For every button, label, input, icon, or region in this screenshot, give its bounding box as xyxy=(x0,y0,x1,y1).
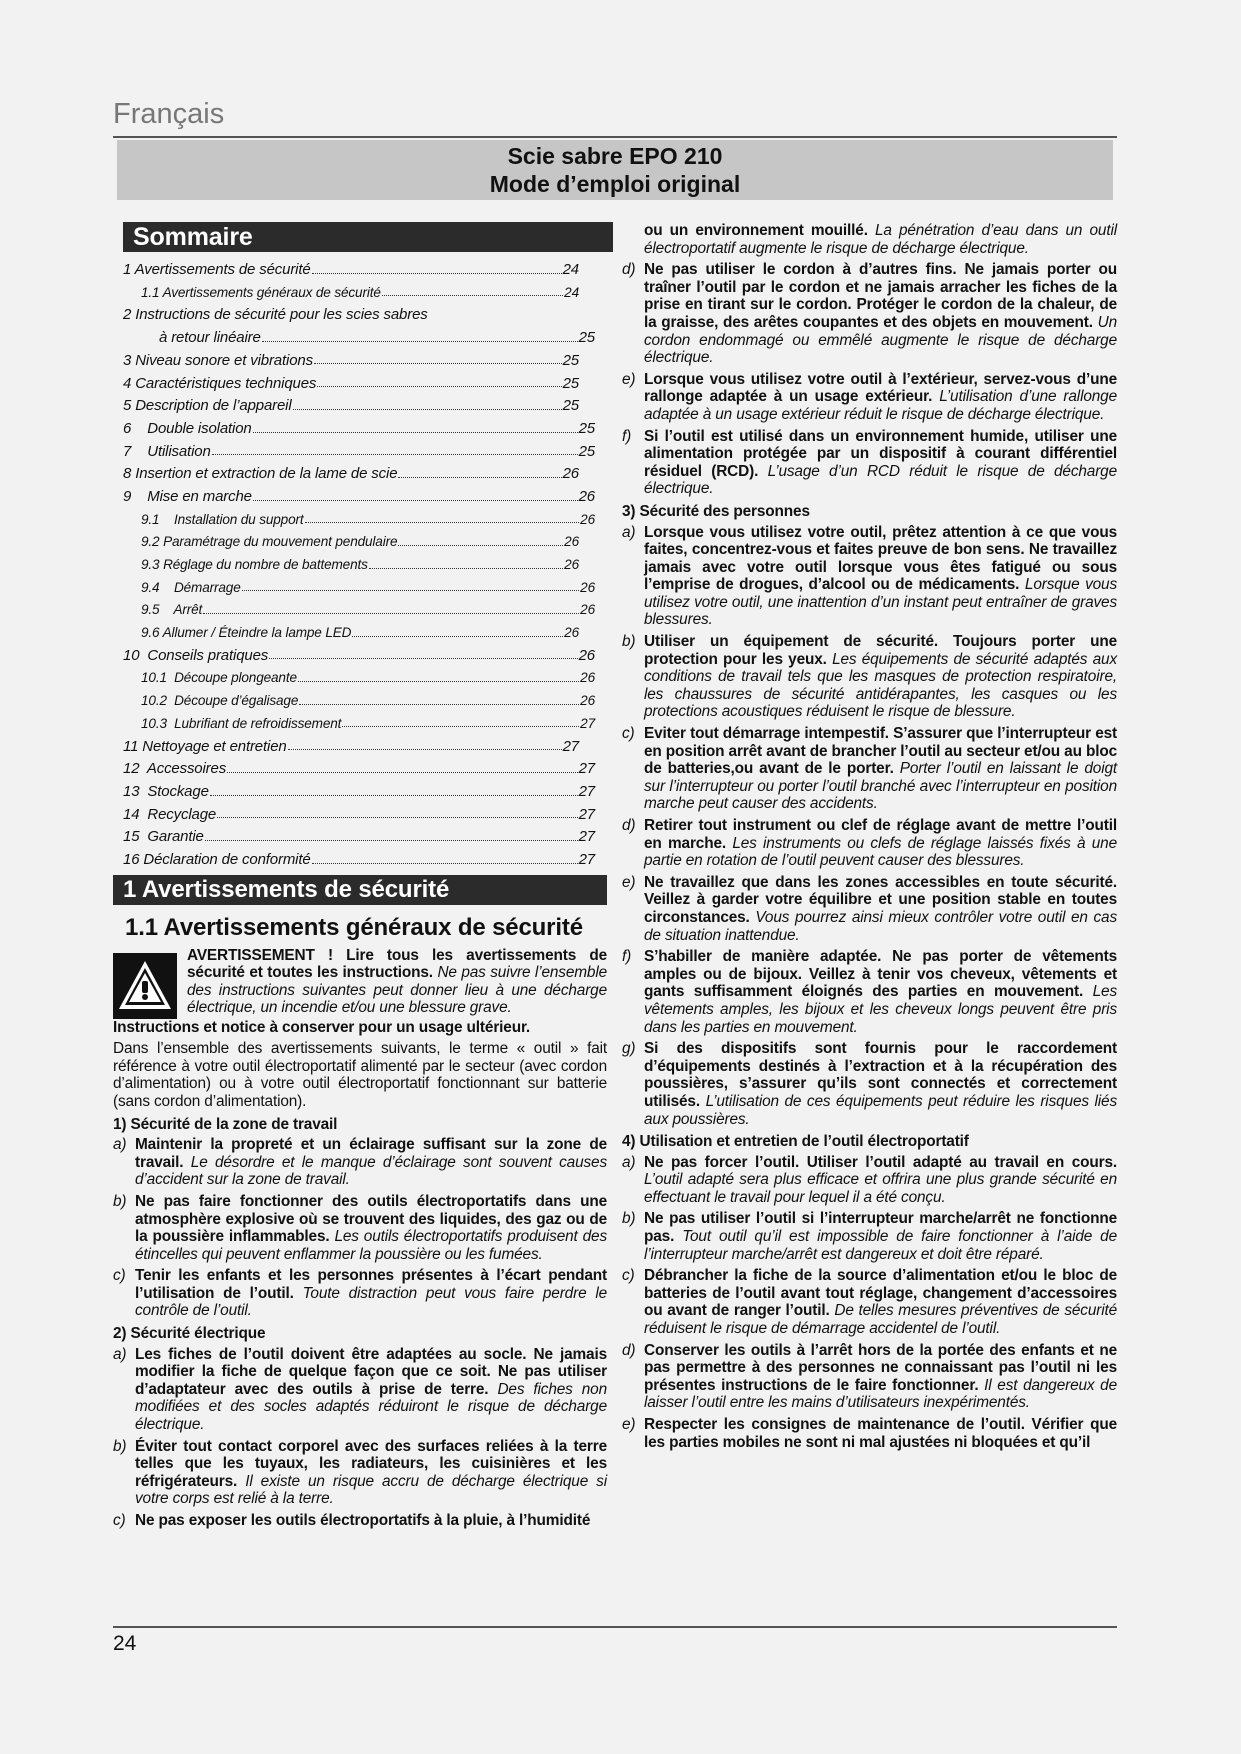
toc-entry[interactable]: 9.5 Arrêt 26 xyxy=(141,602,595,618)
list-item: g) Si des dispositifs sont fournis pour le raccordement d’équipements destinés à l’extraction et à la récupération des poussières, s’assurer qu’ils sont connectés et correctement utilisés. L’utilisation de ces équipements peut réduire les risques liés aux poussières. xyxy=(622,1040,1117,1128)
warning-icon xyxy=(113,953,177,1019)
s4-title: 4) Utilisation et entretien de l’outil électroportatif xyxy=(622,1133,969,1151)
left-column xyxy=(113,222,607,1534)
list-item-continued: ou un environnement mouillé. La pénétration d’eau dans un outil électroportatif augmente le risque de décharge électrique. xyxy=(644,222,1117,257)
warning-bold: AVERTISSEMENT ! Lire tous les avertissements de sécurité et toutes les instructions. xyxy=(187,946,607,982)
intro-paragraph: Dans l’ensemble des avertissements suivants, le terme « outil » fait référence à votre outil électroportatif alimenté par le secteur (avec cordon d’alimentation) ou à votre outil électroportatif fonctionnant sur batterie (sans cordon d’alimentation). xyxy=(113,1040,607,1110)
s3-title: 3) Sécurité des personnes xyxy=(622,502,810,520)
list-item: c) Débrancher la fiche de la source d’alimentation et/ou le bloc de batteries de l’outil avant tout réglage, changement d’accessoires ou avant de ranger l’outil. De telles mesures préventives de sécurité réduisent le risque de démarrage accidentel de l’outil. xyxy=(622,1267,1118,1338)
list-item: b) Ne pas faire fonctionner des outils électroportatifs dans une atmosphère explosive où se trouvent des liquides, des gaz ou de la poussière inflammables. Les outils électroportatifs produisent des étincelles qui peuvent enflammer la poussière ou les fumées. xyxy=(113,1192,607,1263)
toc-entry[interactable]: 14 Recyclage 27 xyxy=(123,805,595,823)
toc-entry[interactable]: 13 Stockage 27 xyxy=(123,782,595,800)
toc-entry[interactable]: 7 Utilisation 25 xyxy=(123,442,595,460)
toc-entry[interactable]: à retour linéaire 25 xyxy=(159,329,595,347)
toc-entry[interactable]: 6 Double isolation 25 xyxy=(123,419,595,437)
toc-entry[interactable]: 1.1 Avertissements généraux de sécurité 24 xyxy=(141,284,579,300)
list-item: d) Ne pas utiliser le cordon à d’autres fins. Ne jamais porter ou traîner l’outil par le cordon et ne jamais arracher les fiches de la prise en tirant sur le cordon. Protéger le cordon de la chaleur, de la graisse, des arêtes coupantes et des objets en mouvement. Un cordon endommagé ou emmêlé augmente le risque de décharge électrique. xyxy=(622,261,1117,367)
table-of-contents xyxy=(113,256,607,869)
warning-block xyxy=(113,945,607,1019)
right-column xyxy=(622,222,1117,1455)
toc-entry[interactable]: 8 Insertion et extraction de la lame de scie 26 xyxy=(123,465,579,483)
title-line-1: Scie sabre EPO 210 xyxy=(507,143,723,169)
list-item: d) Retirer tout instrument ou clef de réglage avant de mettre l’outil en marche. Les instruments ou clefs de réglage laissés fixés à une partie en rotation de l’outil peuvent causer des blessures. xyxy=(622,817,1117,870)
list-item: b) Ne pas utiliser l’outil si l’interrupteur marche/arrêt ne fonctionne pas. Tout outil qu’il est impossible de faire fonctionner à l’aide de l’interrupteur marche/arrêt est dangereux et doit être réparé. xyxy=(622,1210,1117,1263)
list-item: e) Lorsque vous utilisez votre outil à l’extérieur, servez-vous d’une rallonge adaptée à un usage extérieur. L’utilisation d’une rallonge adaptée à un usage extérieur réduit le risque de décharge électrique. xyxy=(622,370,1117,423)
list-item: b) Éviter tout contact corporel avec des surfaces reliées à la terre telles que les tuyaux, les radiateurs, les cuisinières et les réfrigérateurs. Il existe un risque accru de décharge électrique si votre corps est relié à la terre. xyxy=(113,1437,607,1508)
list-item: a) Les fiches de l’outil doivent être adaptées au socle. Ne jamais modifier la fiche de quelque façon que ce soit. Ne pas utiliser d’adaptateur avec des outils à prise de terre. Des fiches non modifiées et des socles adaptés réduiront le risque de décharge électrique. xyxy=(113,1345,607,1434)
footer-rule xyxy=(113,1626,1117,1628)
list-item: c) Eviter tout démarrage intempestif. S’assurer que l’interrupteur est en position arrêt avant de brancher l’outil au secteur et/ou au bloc de batteries,ou avant de le porter. Porter l’outil en laissant le doigt sur l’interrupteur ou porter l’outil branché avec l’interrupteur en position marche peut causer des accidents. xyxy=(622,725,1118,813)
toc-entry[interactable]: 10 Conseils pratiques 26 xyxy=(123,646,595,664)
list-item: f) S’habiller de manière adaptée. Ne pas porter de vêtements amples ou de bijoux. Veillez à tenir vos cheveux, vêtements et gants suffisamment éloignés des parties en mouvement. Les vêtements amples, les bijoux et les cheveux longs peuvent être pris dans les parties en mouvement. xyxy=(622,948,1117,1036)
toc-entry[interactable]: 9.2 Paramétrage du mouvement pendulaire 26 xyxy=(141,534,579,550)
list-item: a) Lorsque vous utilisez votre outil, prêtez attention à ce que vous faites, concentrez-vous et faites preuve de bon sens. Ne travaillez jamais avec votre outil lorsque vous êtes fatigué ou sous l’emprise de drogues, d’alcool ou de médicaments. Lorsque vous utilisez votre outil, une inattention d’un instant peut entraîner de graves blessures. xyxy=(622,523,1117,629)
list-item: a) Ne pas forcer l’outil. Utiliser l’outil adapté au travail en cours. L’outil adapté sera plus efficace et offrira une plus grande sécurité en effectuant le travail pour lequel il a été conçu. xyxy=(622,1153,1117,1206)
toc-entry[interactable]: 2 Instructions de sécurité pour les scies sabres xyxy=(123,306,428,324)
toc-entry[interactable]: 3 Niveau sonore et vibrations 25 xyxy=(123,351,579,369)
toc-entry[interactable]: 9.3 Réglage du nombre de battements 26 xyxy=(141,557,579,573)
toc-entry[interactable]: 15 Garantie 27 xyxy=(123,828,595,846)
s2-title: 2) Sécurité électrique xyxy=(113,1325,266,1343)
toc-entry[interactable]: 10.2 Découpe d’égalisage 26 xyxy=(141,693,595,709)
list-item: e) Ne travaillez que dans les zones accessibles en toute sécurité. Veillez à garder votre équilibre et une position stable en toutes circonstances. Vous pourrez ainsi mieux contrôler votre outil en cas de situation inattendue. xyxy=(622,873,1117,944)
list-item: a) Maintenir la propreté et un éclairage suffisant sur la zone de travail. Le désordre et le manque d’éclairage sont souvent causes d’accident sur la zone de travail. xyxy=(113,1136,607,1189)
title-line-2: Mode d’emploi original xyxy=(489,171,741,197)
subsection-heading: 1.1 Avertissements généraux de sécurité xyxy=(125,913,583,941)
header-rule xyxy=(113,136,1117,138)
toc-entry[interactable]: 11 Nettoyage et entretien 27 xyxy=(123,737,579,755)
s1-title: 1) Sécurité de la zone de travail xyxy=(113,1115,338,1133)
toc-entry[interactable]: 9.4 Démarrage 26 xyxy=(141,579,595,595)
list-item: b) Utiliser un équipement de sécurité. Toujours porter une protection pour les yeux. Les équipements de sécurité adaptés aux conditions de travail tels que les masques de protection respiratoire, les chaussures de sécurité antidérapantes, les casques ou les protections acoustiques réduisent le risque de blessure. xyxy=(622,633,1117,721)
keep-notice: Instructions et notice à conserver pour un usage ultérieur. xyxy=(113,1018,531,1036)
toc-entry[interactable]: 5 Description de l’appareil 25 xyxy=(123,397,579,415)
warning-italic: Ne pas suivre l’ensemble des instructions suivantes peut donner lieu à une décharge électrique, un incendie et/ou une blessure grave. xyxy=(187,964,607,1017)
toc-entry[interactable]: 16 Déclaration de conformité 27 xyxy=(123,850,595,868)
toc-title: Sommaire xyxy=(123,222,613,252)
toc-entry[interactable]: 9 Mise en marche 26 xyxy=(123,487,595,505)
toc-entry[interactable]: 9.6 Allumer / Éteindre la lampe LED 26 xyxy=(141,625,579,641)
list-item: e) Respecter les consignes de maintenance de l’outil. Vérifier que les parties mobiles ne sont ni mal ajustées ni bloquées et qu’il xyxy=(622,1416,1117,1451)
toc-entry[interactable]: 4 Caractéristiques techniques 25 xyxy=(123,374,579,392)
list-item: c) Ne pas exposer les outils électroportatifs à la pluie, à l’humidité xyxy=(113,1512,591,1529)
section-heading: 1 Avertissements de sécurité xyxy=(113,875,607,905)
list-item: c) Tenir les enfants et les personnes présentes à l’écart pendant l’utilisation de l’outil. Toute distraction peut vous faire perdre le contrôle de l’outil. xyxy=(113,1267,607,1320)
toc-entry[interactable]: 10.3 Lubrifiant de refroidissement 27 xyxy=(141,715,595,731)
title-bar xyxy=(117,140,1113,200)
list-item: f) Si l’outil est utilisé dans un environnement humide, utiliser une alimentation protégée par un dispositif à courant différentiel résiduel (RCD). L’usage d’un RCD réduit le risque de décharge électrique. xyxy=(622,427,1118,498)
list-item: d) Conserver les outils à l’arrêt hors de la portée des enfants et ne pas permettre à des personnes ne connaissant pas l’outil ni les présentes instructions de le faire fonctionner. Il est dangereux de laisser l’outil entre les mains d’utilisateurs inexpérimentés. xyxy=(622,1341,1118,1412)
toc-entry[interactable]: 9.1 Installation du support 26 xyxy=(141,511,595,527)
language-label: Français xyxy=(113,98,225,130)
toc-entry[interactable]: 1 Avertissements de sécurité 24 xyxy=(123,261,579,279)
toc-entry[interactable]: 10.1 Découpe plongeante 26 xyxy=(141,670,595,686)
toc-entry[interactable]: 12 Accessoires 27 xyxy=(123,760,595,778)
page-number: 24 xyxy=(113,1632,137,1655)
